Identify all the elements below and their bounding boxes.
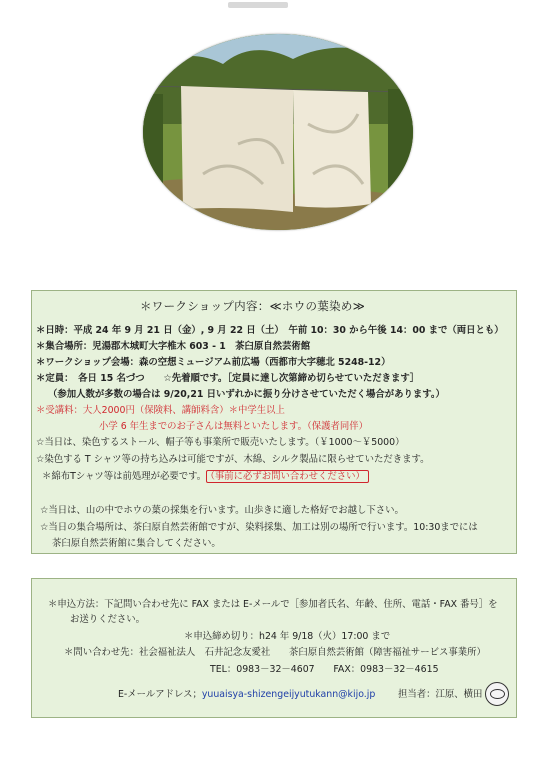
email-line — [118, 689, 375, 701]
email-label: E-メールアドレス； — [118, 689, 202, 700]
capacity: ＊定員： 各日 15 名づつ ☆先着順です。［定員に達し次第締め切らせていただきます］ — [36, 373, 420, 384]
note-meeting: ☆当日の集合場所は、茶臼原自然芸術館ですが、染料採集、加工は別の場所で行います。10:30までには — [40, 522, 478, 533]
application-method-2: お送りください。 — [70, 614, 146, 625]
note-meeting-2: 茶臼原自然芸術館に集合してください。 — [52, 538, 221, 549]
application-method: ＊申込方法：下記問い合わせ先に FAX または E-メールで［参加者氏名、年齢、住所、電話・FAX 番号］を — [48, 599, 498, 610]
note-sales: ☆当日は、染色するストール、帽子等も事業所で販売いたします。（￥1000～￥5000） — [36, 437, 405, 448]
tel-fax: TEL：0983－32－4607 FAX：0983－32－4615 — [210, 664, 439, 675]
email-address[interactable]: yuuaisya-shizengeijyutukann@kijo.jp — [201, 689, 376, 700]
top-edge-mark — [228, 2, 288, 8]
note-pretreat-warning: （事前に必ずお問い合わせください） — [206, 470, 369, 483]
fee-child: 小学 6 年生までのお子さんは無料といたします。（保護者同伴） — [99, 421, 368, 432]
workshop-date: ＊日時：平成 24 年 9 月 21 日（金）, 9 月 22 日（土） 午前 10：30 から午後 14：00 まで（両日とも） — [36, 325, 504, 336]
workshop-venue: ＊ワークショップ会場：森の空想ミュージアム前広場（西都市大字穂北 5248-12） — [36, 357, 391, 368]
organization-logo-icon — [485, 682, 509, 706]
note-pretreat-text: ＊綿布Tシャツ等は前処理が必要です。 — [42, 471, 207, 482]
contact-info: ＊問い合わせ先：社会福祉法人 石井記念友愛社 茶臼原自然芸術館（障害福祉サービス事業所） — [64, 647, 486, 658]
workshop-title: ＊ワークショップ内容：≪ホウの葉染め≫ — [140, 299, 366, 313]
capacity-note: （参加人数が多数の場合は 9/20,21 日いずれかに振り分けさせていただく場合があります。） — [48, 389, 445, 400]
photo-hanging-cloths — [143, 34, 413, 230]
note-leaves: ☆当日は、山の中でホウの葉の採集を行います。山歩きに適した格好でお越し下さい。 — [40, 505, 404, 516]
note-tshirt: ☆染色する T シャツ等の持ち込みは可能ですが、木綿、シルク製品に限らせていただきます。 — [36, 454, 430, 465]
note-pretreat — [42, 471, 369, 483]
meeting-place: ＊集合場所：児湯郡木城町大字椎木 603 - 1 茶臼原自然芸術館 — [36, 341, 311, 352]
fee: ＊受講料：大人2000円（保険料、講師料含）＊中学生以上 — [36, 405, 285, 416]
application-deadline: ＊申込締め切り：h24 年 9/18（火）17:00 まで — [184, 631, 391, 642]
staff-in-charge: 担当者：江原、横田 — [398, 689, 483, 700]
